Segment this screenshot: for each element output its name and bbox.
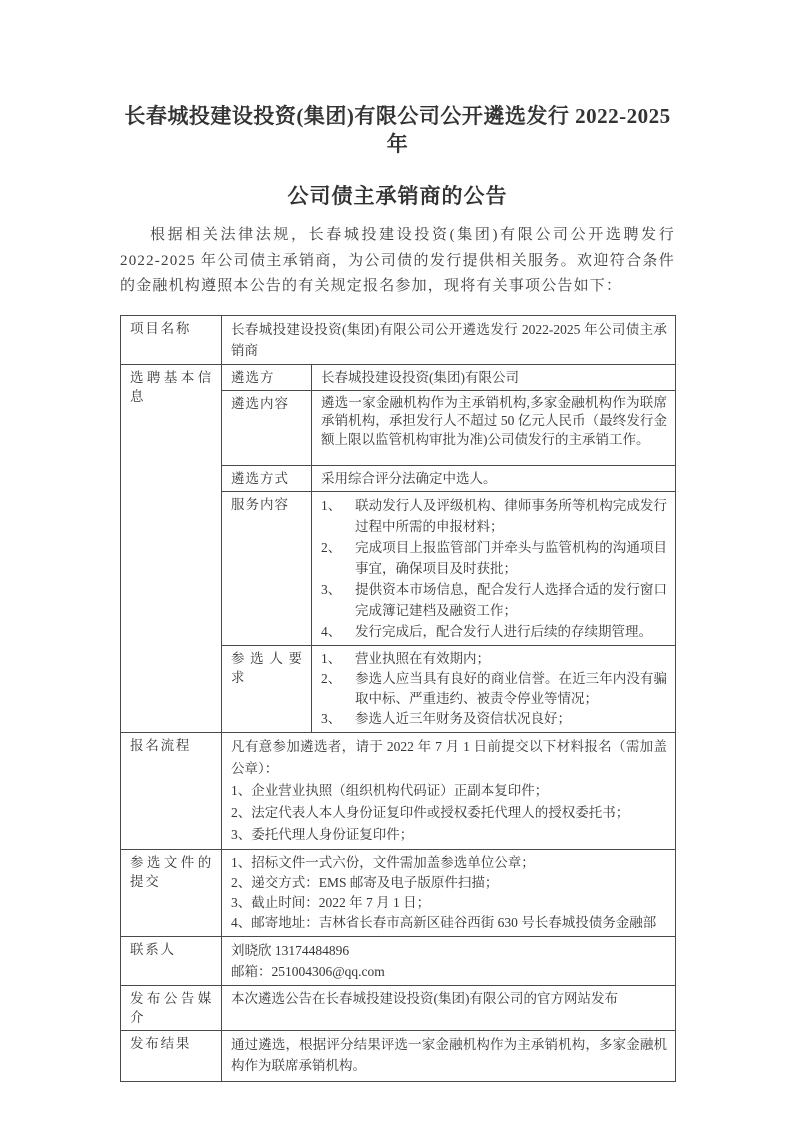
basic-info-label: 选聘基本信息 — [121, 364, 222, 732]
submission-item-1: 1、招标文件一式六份，文件需加盖参选单位公章； — [231, 854, 535, 870]
submission-item-4: 4、邮寄地址：吉林省长春市高新区硅谷西街 630 号长春城投债务金融部 — [231, 914, 657, 930]
result-publication-value: 通过遴选，根据评分结果评选一家金融机构作为主承销机构，多家金融机构作为联席承销机构。 — [222, 1030, 676, 1081]
intro-paragraph: 根据相关法律法规，长春城投建设投资(集团)有限公司公开选聘发行 2022-2025 年公司债主承销商，为公司债的发行提供相关服务。欢迎符合条件的金融机构遵照本公告的有关规定报名参加，现将有关事项公告如下： — [120, 227, 675, 294]
announcement-table — [120, 315, 676, 1082]
requirement-item-3: 3、 参选人近三年财务及资信状况良好； — [321, 710, 571, 726]
row-result-publication — [121, 1030, 676, 1081]
contact-name-phone: 刘晓欣 13174484896 — [231, 942, 350, 958]
announcement-media-label: 发布公告媒介 — [121, 985, 222, 1030]
registration-process-value — [222, 732, 676, 849]
document-submission-value — [222, 849, 676, 936]
announcement-media-value: 本次遴选公告在长春城投建设投资(集团)有限公司的官方网站发布 — [222, 985, 676, 1030]
service-content-value — [312, 491, 676, 645]
service-item-3: 3、 提供资本市场信息，配合发行人选择合适的发行窗口完成簿记建档及融资工作； — [321, 581, 667, 618]
requirement-item-2: 2、 参选人应当具有良好的商业信誉。在近三年内没有骗取中标、严重违约、被责令停业等情况； — [321, 670, 667, 706]
participant-requirements-value — [312, 645, 676, 732]
registration-intro: 凡有意参加遴选者，请于 2022 年 7 月 1 日前提交以下材料报名（需加盖公章）： — [231, 738, 667, 776]
row-project-name — [121, 315, 676, 364]
selection-content-label: 遴选内容 — [222, 390, 312, 465]
service-content-label: 服务内容 — [222, 491, 312, 645]
registration-item-3: 3、委托代理人身份证复印件； — [231, 826, 414, 842]
selector-value: 长春城投建设投资(集团)有限公司 — [312, 364, 676, 390]
selection-content-value: 遴选一家金融机构作为主承销机构,多家金融机构作为联席承销机构，承担发行人不超过 50 亿元人民币（最终发行金额上限以监管机构审批为准)公司债发行的主承销工作。 — [312, 390, 676, 465]
title-line-2: 公司债主承销商的公告 — [287, 184, 508, 208]
row-contact-person — [121, 936, 676, 985]
participant-requirements-label: 参选人要求 — [222, 645, 312, 732]
service-item-1: 1、 联动发行人及评级机构、律师事务所等机构完成发行过程中所需的申报材料； — [321, 497, 667, 534]
result-publication-label: 发布结果 — [121, 1030, 222, 1081]
service-item-4: 4、 发行完成后，配合发行人进行后续的存续期管理。 — [321, 623, 652, 639]
page-title — [120, 102, 675, 210]
document-submission-label: 参选文件的提交 — [121, 849, 222, 936]
row-registration-process — [121, 732, 676, 849]
row-announcement-media — [121, 985, 676, 1030]
submission-item-3: 3、截止时间：2022 年 7 月 1 日； — [231, 894, 431, 910]
selection-method-label: 遴选方式 — [222, 465, 312, 491]
document-page — [120, 0, 675, 1082]
registration-process-label: 报名流程 — [121, 732, 222, 849]
selector-label: 遴选方 — [222, 364, 312, 390]
title-line-1: 长春城投建设投资(集团)有限公司公开遴选发行 2022-2025 年 — [124, 104, 671, 156]
service-item-2: 2、 完成项目上报监管部门并牵头与监管机构的沟通项目事宜，确保项目及时获批； — [321, 539, 667, 576]
row-selector — [121, 364, 676, 390]
requirement-item-1: 1、 营业执照在有效期内； — [321, 650, 490, 666]
contact-person-value — [222, 936, 676, 985]
row-document-submission — [121, 849, 676, 936]
registration-item-2: 2、法定代表人本人身份证复印件或授权委托代理人的授权委托书； — [231, 804, 630, 820]
contact-person-label: 联系人 — [121, 936, 222, 985]
submission-item-2: 2、递交方式：EMS 邮寄及电子版原件扫描； — [231, 874, 499, 890]
selection-method-value: 采用综合评分法确定中选人。 — [312, 465, 676, 491]
registration-item-1: 1、企业营业执照（组织机构代码证）正副本复印件； — [231, 782, 549, 798]
contact-email: 邮箱：251004306@qq.com — [231, 963, 385, 979]
project-name-value: 长春城投建设投资(集团)有限公司公开遴选发行 2022-2025 年公司债主承销商 — [222, 315, 676, 364]
project-name-label: 项目名称 — [121, 315, 222, 364]
